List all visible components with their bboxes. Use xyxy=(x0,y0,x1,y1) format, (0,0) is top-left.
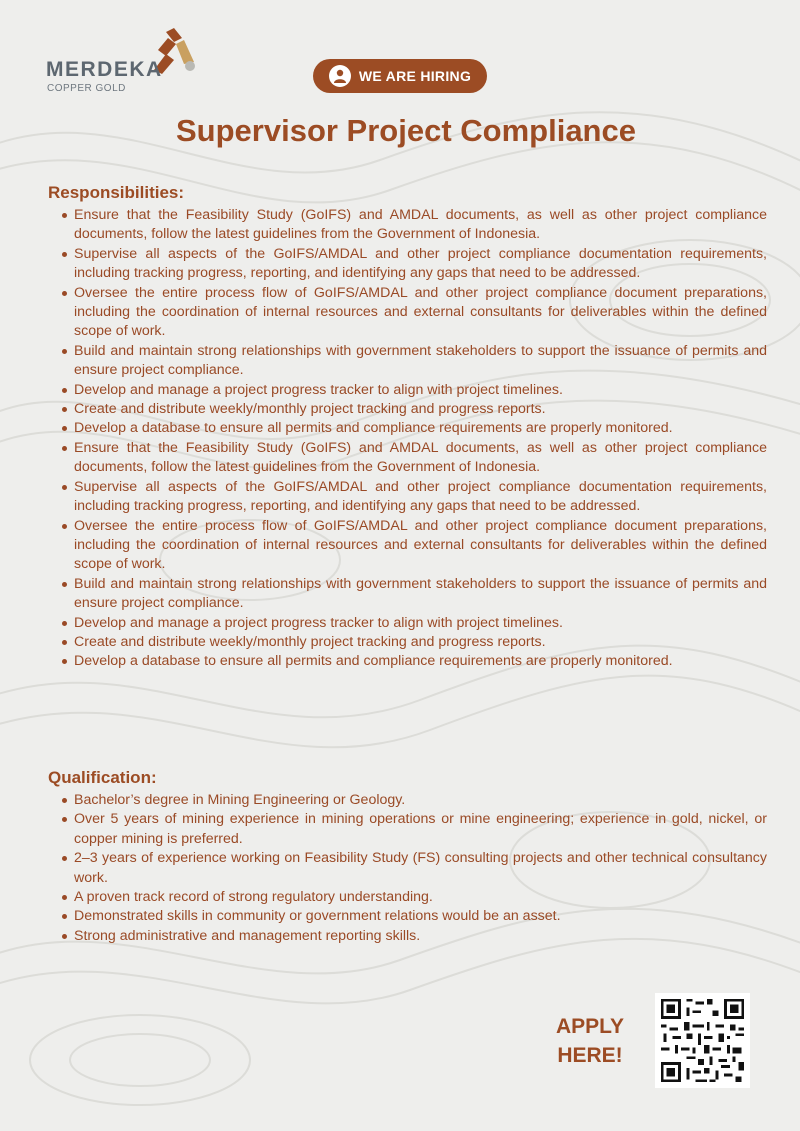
responsibilities-list xyxy=(74,206,767,672)
brand-name: MERDEKA xyxy=(46,58,163,81)
list-item: 2–3 years of experience working on Feasibility Study (FS) consulting projects and other technical consultancy work. xyxy=(74,849,767,888)
list-item: Create and distribute weekly/monthly project tracking and progress reports. xyxy=(74,400,767,419)
qualification-list xyxy=(74,791,767,946)
apply-line-1: APPLY xyxy=(555,1015,625,1038)
list-item: Supervise all aspects of the GoIFS/AMDAL and other project compliance documentation requirements, including tracking progress, reporting, and identifying any gaps that need to be addressed. xyxy=(74,245,767,284)
list-item: Supervise all aspects of the GoIFS/AMDAL and other project compliance documentation requirements, including tracking progress, reporting, and identifying any gaps that need to be addressed. xyxy=(74,478,767,517)
list-item: Develop and manage a project progress tracker to align with project timelines. xyxy=(74,381,767,400)
job-title: Supervisor Project Compliance xyxy=(176,113,636,148)
list-item: Strong administrative and management reporting skills. xyxy=(74,927,767,946)
list-item: Over 5 years of mining experience in mining operations or mine engineering; experience in gold, nickel, or copper mining is preferred. xyxy=(74,810,767,849)
apply-here-text xyxy=(540,1012,640,1070)
list-item: Oversee the entire process flow of GoIFS/AMDAL and other project compliance document preparations, including the coordination of internal resources and external consultants for deliverables within the defined scope of work. xyxy=(74,284,767,342)
brand-tagline: COPPER GOLD xyxy=(47,83,126,94)
qualification-heading: Qualification: xyxy=(48,768,157,787)
we-are-hiring-badge xyxy=(313,59,487,93)
list-item: Bachelor’s degree in Mining Engineering or Geology. xyxy=(74,791,767,810)
list-item: Ensure that the Feasibility Study (GoIFS) and AMDAL documents, as well as other project compliance documents, follow the latest guidelines from the Government of Indonesia. xyxy=(74,439,767,478)
company-logo xyxy=(46,28,206,98)
apply-line-2: HERE! xyxy=(557,1044,623,1067)
list-item: Build and maintain strong relationships with government stakeholders to support the issuance of permits and ensure project compliance. xyxy=(74,575,767,614)
hiring-label: WE ARE HIRING xyxy=(358,68,472,84)
list-item: Create and distribute weekly/monthly project tracking and progress reports. xyxy=(74,633,767,652)
responsibilities-heading: Responsibilities: xyxy=(48,183,185,202)
list-item: Develop a database to ensure all permits and compliance requirements are properly monitored. xyxy=(74,652,767,671)
list-item: Develop and manage a project progress tracker to align with project timelines. xyxy=(74,614,767,633)
list-item: Build and maintain strong relationships with government stakeholders to support the issuance of permits and ensure project compliance. xyxy=(74,342,767,381)
list-item: Oversee the entire process flow of GoIFS/AMDAL and other project compliance document preparations, including the coordination of internal resources and external consultants for deliverables within the defined scope of work. xyxy=(74,517,767,575)
list-item: Develop a database to ensure all permits and compliance requirements are properly monitored. xyxy=(74,419,767,438)
list-item: Demonstrated skills in community or government relations would be an asset. xyxy=(74,907,767,926)
list-item: Ensure that the Feasibility Study (GoIFS) and AMDAL documents, as well as other project compliance documents, follow the latest guidelines from the Government of Indonesia. xyxy=(74,206,767,245)
list-item: A proven track record of strong regulatory understanding. xyxy=(74,888,767,907)
qr-code-icon[interactable] xyxy=(655,993,750,1088)
person-icon xyxy=(329,65,351,87)
